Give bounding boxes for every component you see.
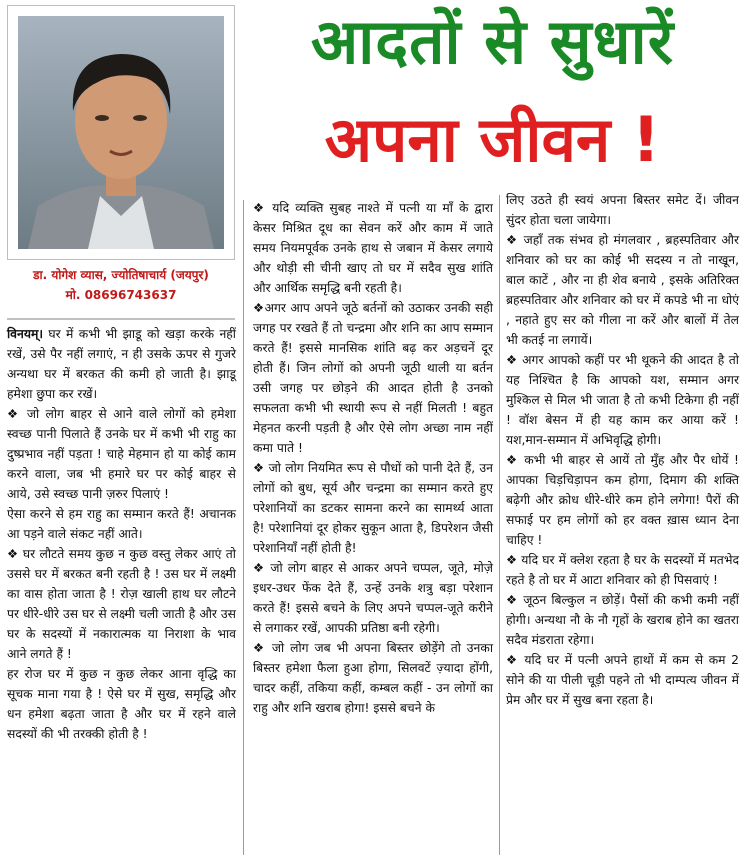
article-column-1	[7, 324, 236, 744]
paragraph: ❖ यदि व्यक्ति सुबह नाश्ते में पत्नी या माँ के द्वारा केसर मिश्रित दूध का सेवन करें और काम में जाते समय नियमपूर्वक उनके हाथ से जबान में केसर लगाये और थोड़ी सी चीनी खाए तो घर में सदैव सुख शांति और आर्थिक समृद्धि बनी रहती है।	[253, 201, 493, 295]
article-column-3	[506, 190, 739, 710]
article-column-2	[253, 198, 493, 718]
paragraph: ❖ जहाँ तक संभव हो मंगलवार , ब्रहस्पतिवार और शनिवार को घर का कोई भी सदस्य न तो नाखून, बाल काटें , और ना ही शेव बनाये , इसके अतिरिक्त ब्रहस्पतिवार और शनिवार को घर में कपडे भी ना धोएं , नहाते हुए सर को गीला ना करें और बालों में तेल भी कतई ना लगायें।	[506, 233, 739, 347]
paragraph: ऐसा करने से हम राहु का सम्मान करते हैं! अचानक आ पड़ने वाले संकट नहीं आते।	[7, 507, 236, 541]
author-name: डा. योगेश व्यास, ज्योतिषाचार्य (जयपुर)	[33, 268, 209, 282]
byline-divider	[7, 318, 235, 320]
paragraph: ❖अगर आप अपने जूठे बर्तनों को उठाकर उनकी सही जगह पर रखते हैं तो चन्द्रमा और शनि का आप सम्मान करते हैं! इससे मानसिक शांति बढ़ कर अड़चनें दूर होती हैं। जिन लोगों को अपनी जूठी थाली या बर्तन उसी जगह पर छोड़ने की आदत होती है उनको सफलता कभी भी स्थायी रूप से नहीं मिलती ! बहुत मेहनत करनी पड़ती है और ऐसे लोग अच्छा नाम नहीं कमा पाते !	[253, 301, 493, 455]
paragraph: ❖ अगर आपको कहीं पर भी थूकने की आदत है तो यह निश्चित है कि आपको यश, सम्मान अगर मुश्किल से मिल भी जाता है तो कभी टिकेगा ही नहीं ! वॉश बेसन में ही यह काम कर आया करें ! यश,मान-सम्मान में अभिवृद्धि होगी।	[506, 353, 739, 447]
paragraph: ❖ जो लोग बाहर से आकर अपने चप्पल, जूते, मोज़े इधर-उधर फेंक देते हैं, उन्हें उनके शत्रु बड़ा परेशान करते हैं! इससे बचने के लिए अपने चप्पल-जूते करीने से लगाकर रखें, आपकी प्रतिष्ठा बनी रहेगी।	[253, 561, 493, 635]
headline-line-1: आदतों से सुधारें	[310, 5, 675, 78]
author-photo	[18, 16, 224, 249]
paragraph: विनयम्। घर में कभी भी झाडू को खड़ा करके नहीं रखें, उसे पैर नहीं लगाएं, न ही उसके ऊपर से गुजरे अन्यथा घर में बरकत की कमी हो जाती है। झाडू हमेशा छुपा कर रखें।	[7, 327, 236, 401]
paragraph: ❖ घर लौटते समय कुछ न कुछ वस्तु लेकर आएं तो उससे घर में बरकत बनी रहती है ! उस घर में लक्ष्मी का वास होता जाता है ! रोज़ खाली हाथ घर लौटने पर धीरे-धीरे उस घर से लक्ष्मी चली जाती है और उस घर के सदस्यों में नकारात्मक या निराशा के भाव आने लगते हैं !	[7, 547, 236, 661]
paragraph: ❖ यदि घर में क्लेश रहता है घर के सदस्यों में मतभेद रहते है तो घर में आटा शनिवार को ही पिसवाएं !	[506, 553, 739, 587]
paragraph: ❖ जो लोग जब भी अपना बिस्तर छोड़ेंगे तो उनका बिस्तर हमेशा फैला हुआ होगा, सिलवटें ज़्यादा होंगी, चादर कहीं, तकिया कहीं, कम्बल कहीं - उन लोगों का राहु और शनि खराब होगा! इससे बचने के	[253, 641, 493, 715]
column-divider	[499, 195, 500, 855]
paragraph: लिए उठते ही स्वयं अपना बिस्तर समेट दें। जीवन सुंदर होता चला जायेगा।	[506, 193, 739, 227]
headline-line-2: अपना जीवन !	[324, 103, 661, 176]
paragraph: ❖ जूठन बिल्कुल न छोड़ें। पैसों की कभी कमी नहीं होगी। अन्यथा नौ के नौ गृहों के खराब होने का खतरा सदैव मंडराता रहेगा।	[506, 593, 739, 647]
author-phone: मो. 08696743637	[65, 288, 177, 302]
author-byline	[7, 265, 235, 305]
paragraph: ❖ जो लोग नियमित रूप से पौधों को पानी देते हैं, उन लोगों को बुध, सूर्य और चन्द्रमा का सम्मान करते हुए परेशानियों का डटकर सामना करने का सामर्थ्य आता है! परेशानियां दूर होकर सुकून आता है, डिपरेशन जैसी परेशानियाँ नहीं होती है!	[253, 461, 493, 555]
paragraph: ❖ कभी भी बाहर से आयें तो मुँह और पैर धोयें ! आपका चिड़चिड़ापन कम होगा, दिमाग की शक्ति बढ़ेगी और क्रोध धीरे-धीरे कम होने लगेगा! पैरों की सफाई पर हम लोगों को हर वक्त ख़ास ध्यान देना चाहिए !	[506, 453, 739, 547]
column-divider	[243, 200, 244, 855]
lead-word: विनयम्।	[7, 327, 43, 341]
paragraph: हर रोज घर में कुछ न कुछ लेकर आना वृद्धि का सूचक माना गया है ! ऐसे घर में सुख, समृद्धि और धन हमेशा बढ़ता जाता है और घर में रहने वाले सदस्यों की भी तरक्की होती है !	[7, 667, 236, 741]
author-photo-frame	[7, 5, 235, 260]
paragraph: ❖ जो लोग बाहर से आने वाले लोगों को हमेशा स्वच्छ पानी पिलाते हैं उनके घर में कभी भी राहु का दुष्प्रभाव नहीं पड़ता ! चाहे मेहमान हो या कोई काम करने वाला, जब भी हमारे घर पर कोई बाहर से आये, उसे स्वच्छ पानी ज़रुर पिलाएं !	[7, 407, 236, 501]
paragraph: ❖ यदि घर में पत्नी अपने हाथों में कम से कम 2 सोने की या पीली चूड़ी पहने तो भी दाम्पत्य जीवन में प्रेम और घर में सुख बना रहता है।	[506, 653, 739, 707]
